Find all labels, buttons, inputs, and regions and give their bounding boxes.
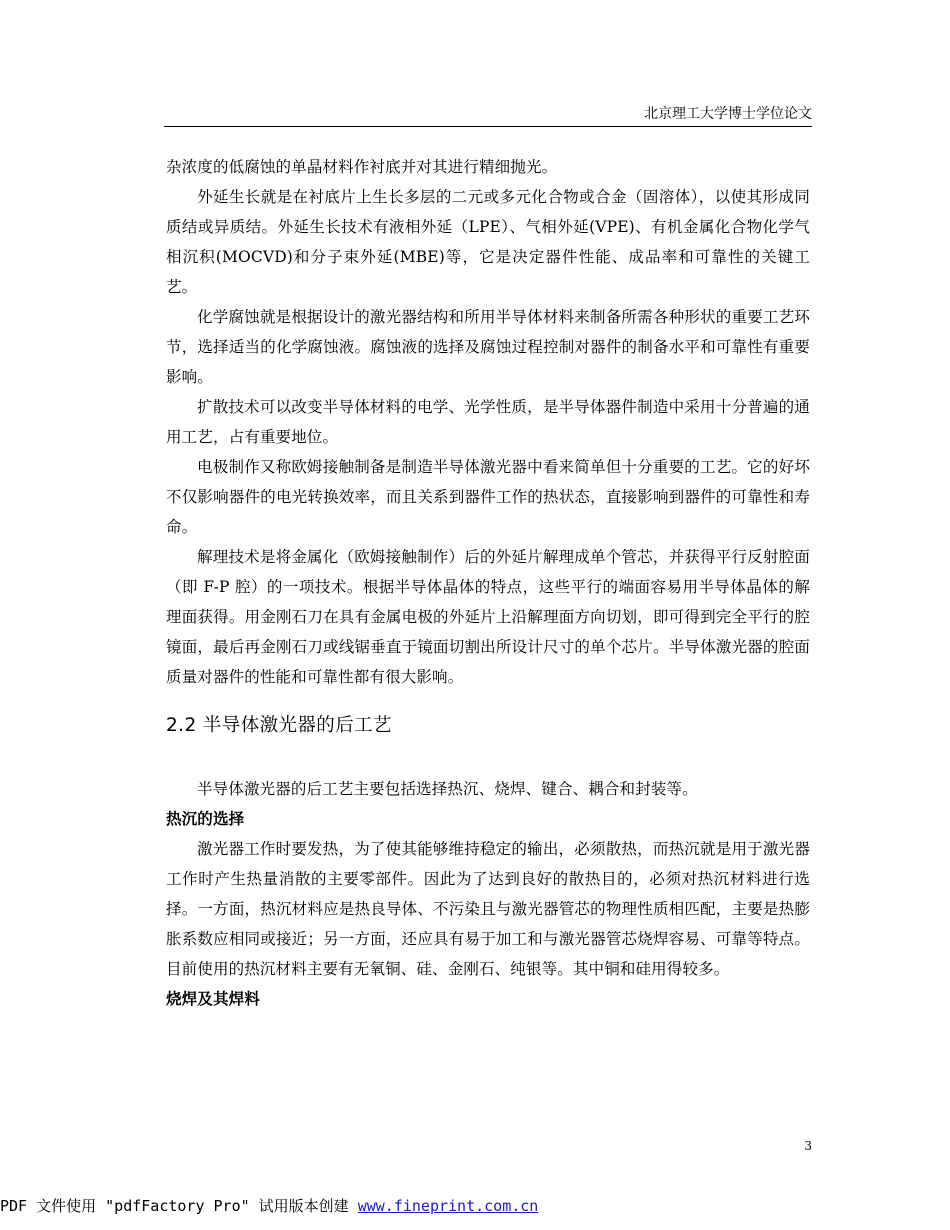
footer-text: PDF 文件使用 "pdfFactory Pro" 试用版本创建 (0, 1197, 358, 1215)
paragraph: 解理技术是将金属化（欧姆接触制作）后的外延片解理成单个管芯，并获得平行反射腔面（即 F-P 腔）的一项技术。根据半导体晶体的特点，这些平行的端面容易用半导体晶体的解理面获得。用金刚石刀在具有金属电极的外延片上沿解理面方向切划，即可得到完全平行的腔镜面，最后再金刚石刀或线锯垂直于镜面切割出所设计尺寸的单个芯片。半导体激光器的腔面质量对器件的性能和可靠性都有很大影响。 (166, 548, 810, 686)
paragraph: 化学腐蚀就是根据设计的激光器结构和所用半导体材料来制备所需各种形状的重要工艺环节，选择适当的化学腐蚀液。腐蚀液的选择及腐蚀过程控制对器件的制备水平和可靠性有重要影响。 (166, 308, 810, 386)
pdf-footer (0, 1195, 538, 1217)
section-intro: 半导体激光器的后工艺主要包括选择热沉、烧焊、键合、耦合和封装等。 (197, 780, 698, 798)
header-rule (164, 126, 812, 127)
section-heading: 2.2 半导体激光器的后工艺 (166, 715, 392, 736)
paragraph: 扩散技术可以改变半导体材料的电学、光学性质，是半导体器件制造中采用十分普遍的通用工艺，占有重要地位。 (166, 398, 810, 446)
subsection-heading: 热沉的选择 (166, 810, 245, 828)
subsection-heading: 烧焊及其焊料 (166, 990, 260, 1008)
body-text (166, 152, 810, 1014)
footer-link[interactable]: www.fineprint.com.cn (357, 1197, 539, 1215)
running-header: 北京理工大学博士学位论文 (644, 106, 812, 122)
paragraph: 杂浓度的低腐蚀的单晶材料作衬底并对其进行精细抛光。 (166, 158, 558, 176)
paragraph: 外延生长就是在衬底片上生长多层的二元或多元化合物或合金（固溶体），以使其形成同质结或异质结。外延生长技术有液相外延（LPE）、气相外延(VPE)、有机金属化合物化学气相沉积(MOCVD)和分子束外延(MBE)等，它是决定器件性能、成品率和可靠性的关键工艺。 (166, 188, 810, 296)
paragraph: 激光器工作时要发热，为了使其能够维持稳定的输出，必须散热，而热沉就是用于激光器工作时产生热量消散的主要零部件。因此为了达到良好的散热目的，必须对热沉材料进行选择。一方面，热沉材料应是热良导体、不污染且与激光器管芯的物理性质相匹配，主要是热膨胀系数应相同或接近；另一方面，还应具有易于加工和与激光器管芯烧焊容易、可靠等特点。目前使用的热沉材料主要有无氧铜、硅、金刚石、纯银等。其中铜和硅用得较多。 (166, 840, 810, 978)
paragraph: 电极制作又称欧姆接触制备是制造半导体激光器中看来简单但十分重要的工艺。它的好坏不仅影响器件的电光转换效率，而且关系到器件工作的热状态，直接影响到器件的可靠性和寿命。 (166, 458, 810, 536)
page-number: 3 (804, 1139, 812, 1153)
